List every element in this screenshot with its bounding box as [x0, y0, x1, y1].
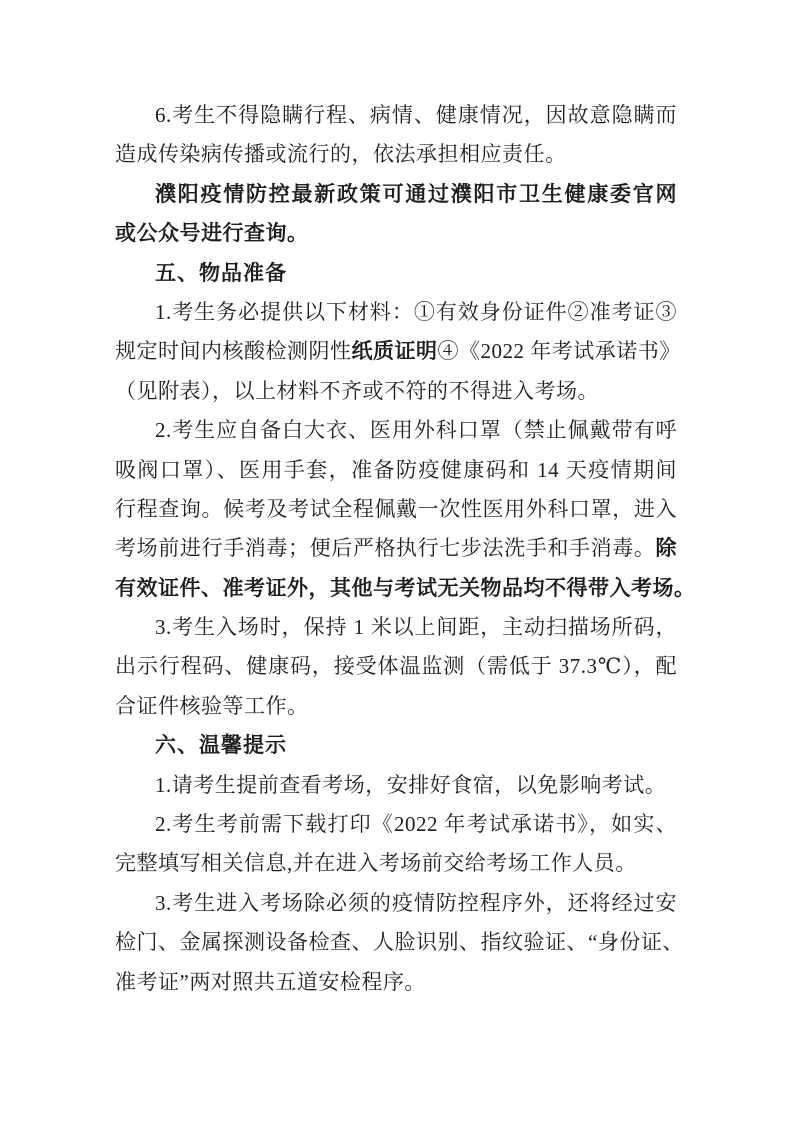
text-line — [115, 963, 677, 1002]
text-run: 1.考生务必提供以下材料：①有效身份证件②准考证③ — [155, 299, 677, 324]
text-line — [115, 411, 677, 450]
text-line — [115, 451, 677, 490]
text-line — [115, 175, 677, 214]
text-run: ④《2022 年考试承诺书》 — [437, 339, 681, 364]
text-line — [115, 805, 677, 844]
bold-text-run: 有效证件、准考证外，其他与考试无关物品均不得带入考场。 — [115, 575, 696, 600]
text-run: （见附表），以上材料不齐或不符的不得进入考场。 — [115, 378, 599, 403]
text-line — [115, 372, 677, 411]
text-line — [115, 214, 677, 253]
text-run: 吸阀口罩）、医用手套，准备防疫健康码和 14 天疫情期间 — [115, 457, 677, 482]
text-run: 2.考生考前需下载打印《2022 年考试承诺书》，如实、 — [155, 812, 677, 837]
text-run: 3.考生进入考场除必须的疫情防控程序外，还将经过安 — [155, 890, 677, 915]
para-clause-6-liability — [115, 96, 677, 175]
bold-text-run: 除 — [655, 536, 677, 561]
heading-section-five-item-preparation — [115, 254, 677, 293]
text-run: 完整填写相关信息,并在进入考场前交给考场工作人员。 — [115, 851, 637, 876]
para-required-materials — [115, 293, 681, 411]
text-run: 2.考生应自备白大衣、医用外科口罩（禁止佩戴带有呼 — [155, 418, 677, 443]
text-line — [115, 844, 677, 883]
text-line — [115, 569, 696, 608]
para-entry-procedure — [115, 608, 677, 726]
bold-text-run: 或公众号进行查询。 — [115, 221, 309, 246]
text-line — [115, 490, 677, 529]
text-line — [115, 923, 684, 962]
text-line — [115, 726, 677, 765]
text-run: 造成传染病传播或流行的，依法承担相应责任。 — [115, 142, 567, 167]
bold-text-run: 五、物品准备 — [155, 261, 287, 285]
text-content — [115, 96, 696, 1002]
text-run: 3.考生入场时，保持 1 米以上间距，主动扫描场所码， — [155, 615, 677, 640]
text-run: 规定时间内核酸检测阴性 — [115, 339, 352, 364]
para-tip-1-check-venue — [115, 766, 677, 805]
text-run: 行程查询。候考及考试全程佩戴一次性医用外科口罩，进入 — [115, 496, 677, 521]
heading-section-six-warm-tips — [115, 726, 677, 765]
text-line — [115, 529, 677, 568]
text-run: 1.请考生提前查看考场，安排好食宿，以免影响考试。 — [155, 772, 667, 797]
text-run: 考场前进行手消毒；便后严格执行七步法洗手和手消毒。 — [115, 536, 656, 561]
text-line — [115, 884, 677, 923]
text-line — [115, 647, 677, 686]
text-line — [115, 293, 677, 332]
para-tip-2-print-commitment — [115, 805, 677, 884]
bold-text-run: 纸质证明 — [351, 339, 438, 364]
text-run: 合证件核验等工作。 — [115, 693, 309, 718]
para-tip-3-security-checks — [115, 884, 684, 1002]
text-line — [115, 608, 677, 647]
text-run: 6.考生不得隐瞒行程、病情、健康情况，因故意隐瞒而 — [155, 103, 677, 127]
text-run: 出示行程码、健康码，接受体温监测（需低于 37.3℃），配 — [115, 654, 677, 679]
bold-text-run: 六、温馨提示 — [155, 734, 287, 758]
text-line — [115, 135, 677, 174]
text-line — [115, 332, 681, 371]
text-line — [115, 766, 677, 805]
text-line — [115, 96, 677, 135]
text-line — [115, 254, 677, 293]
text-line — [115, 687, 677, 726]
bold-text-run: 濮阳疫情防控最新政策可通过濮阳市卫生健康委官网 — [155, 181, 677, 206]
para-puyang-policy-notice — [115, 175, 677, 254]
para-protective-equipment — [115, 411, 696, 608]
text-run: 准考证”两对照共五道安检程序。 — [115, 969, 426, 994]
text-run: 检门、金属探测设备检查、人脸识别、指纹验证、“身份证、 — [115, 930, 684, 955]
